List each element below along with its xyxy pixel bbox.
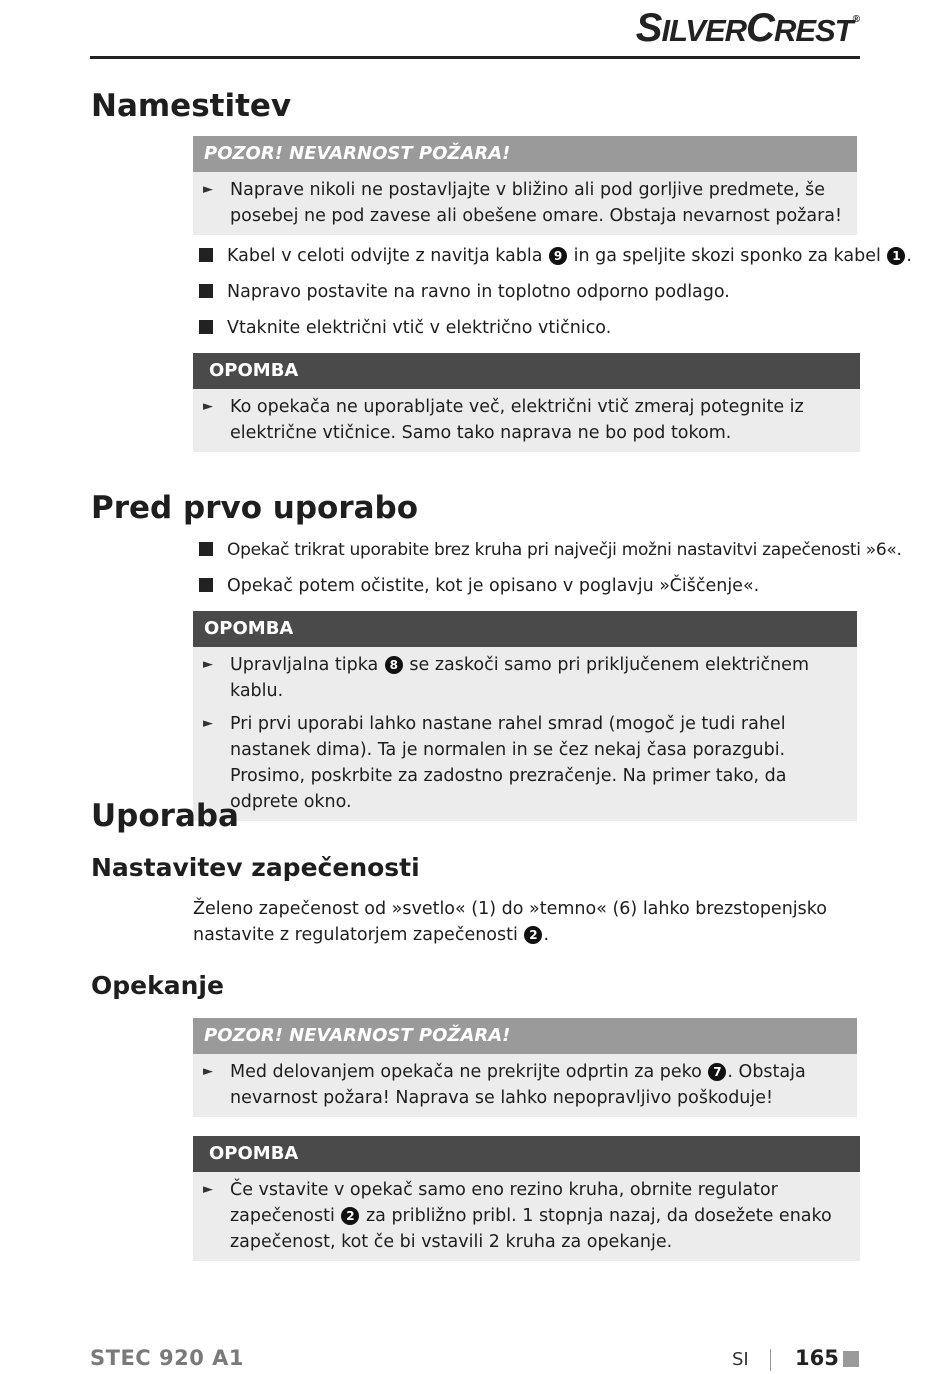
- bullet-arrow-icon: ►: [203, 1182, 213, 1197]
- subsection-title-toasting: Opekanje: [91, 971, 224, 1000]
- note-item: ► Upravljalna tipka 8 se zaskoči samo pri priključenem električnem kablu.: [203, 652, 845, 704]
- part-number-badge: 2: [341, 1207, 359, 1225]
- note-header: OPOMBA: [193, 611, 857, 647]
- part-number-badge: 1: [887, 247, 905, 265]
- note-box-toasting: [193, 1136, 860, 1261]
- brand-logo: SILVERCREST®: [635, 6, 859, 50]
- footer-model: STEC 920 A1: [90, 1346, 245, 1370]
- bullet-square-icon: [199, 320, 213, 334]
- bullet-square-icon: [199, 542, 213, 556]
- bullet-square-icon: [199, 284, 213, 298]
- note-item: ► Ko opekača ne uporabljate več, električni vtič zmeraj potegnite iz električne vtičnice. Samo tako naprava ne bo pod tokom.: [203, 394, 848, 446]
- note-box-installation: [193, 353, 860, 452]
- header-rule: [90, 56, 860, 59]
- section-title-installation: Namestitev: [91, 88, 292, 124]
- warning-header: POZOR! NEVARNOST POŽARA!: [193, 1018, 857, 1054]
- note-item: ► Pri prvi uporabi lahko nastane rahel smrad (mogoč je tudi rahel nastanek dima). Ta je normalen in se čez nekaj časa porazgubi. Prosimo, poskrbite za zadostno prezračenje. Na primer tako, da odprete okno.: [203, 711, 845, 815]
- bullet-square-icon: [199, 248, 213, 262]
- note-box-first-use: [193, 611, 857, 821]
- bullet-square-icon: [199, 578, 213, 592]
- bullet-arrow-icon: ►: [203, 657, 213, 672]
- bullet-arrow-icon: ►: [203, 1064, 213, 1079]
- footer-square-icon: [843, 1351, 859, 1367]
- list-item: Kabel v celoti odvijte z navitja kabla 9 in ga speljite skozi sponko za kabel 1 .: [199, 243, 912, 269]
- list-item: Napravo postavite na ravno in toplotno odporno podlago.: [199, 279, 730, 305]
- browning-paragraph: Želeno zapečenost od »svetlo« (1) do »temno« (6) lahko brezstopenjsko nastavite z regulatorjem zapečenosti 2 .: [193, 899, 827, 945]
- list-item: Opekač potem očistite, kot je opisano v poglavju »Čiščenje«.: [199, 573, 759, 599]
- list-item: Vtaknite električni vtič v električno vtičnico.: [199, 315, 611, 341]
- part-number-badge: 9: [549, 247, 567, 265]
- warning-item: ► Naprave nikoli ne postavljajte v bližino ali pod gorljive predmete, še posebej ne pod zavese ali obešene omare. Obstaja nevarnost požara!: [203, 177, 845, 229]
- part-number-badge: 7: [708, 1063, 726, 1081]
- subsection-title-browning: Nastavitev zapečenosti: [91, 853, 420, 882]
- footer-separator: [770, 1349, 771, 1371]
- page-number: 165: [795, 1346, 839, 1370]
- note-header: OPOMBA: [193, 353, 860, 389]
- section-title-use: Uporaba: [91, 798, 239, 834]
- warning-box-installation: [193, 136, 857, 235]
- section-title-first-use: Pred prvo uporabo: [91, 490, 419, 526]
- bullet-arrow-icon: ►: [203, 182, 213, 197]
- warning-box-toasting: [193, 1018, 857, 1117]
- note-header: OPOMBA: [193, 1136, 860, 1172]
- warning-item: ► Med delovanjem opekača ne prekrijte odprtin za peko 7 . Obstaja nevarnost požara! Naprava se lahko nepopravljivo poškoduje!: [203, 1059, 845, 1111]
- footer-language: SI: [732, 1349, 749, 1370]
- bullet-arrow-icon: ►: [203, 716, 213, 731]
- bullet-arrow-icon: ►: [203, 399, 213, 414]
- warning-header: POZOR! NEVARNOST POŽARA!: [193, 136, 857, 172]
- list-item: Opekač trikrat uporabite brez kruha pri največji možni nastavitvi zapečenosti »6«.: [199, 537, 902, 563]
- note-item: ► Če vstavite v opekač samo eno rezino kruha, obrnite regulator zapečenosti 2 za približno pribl. 1 stopnja nazaj, da dosežete enako zapečenost, kot če bi vstavili 2 kruha za opekanje.: [203, 1177, 848, 1255]
- part-number-badge: 8: [385, 656, 403, 674]
- part-number-badge: 2: [524, 926, 542, 944]
